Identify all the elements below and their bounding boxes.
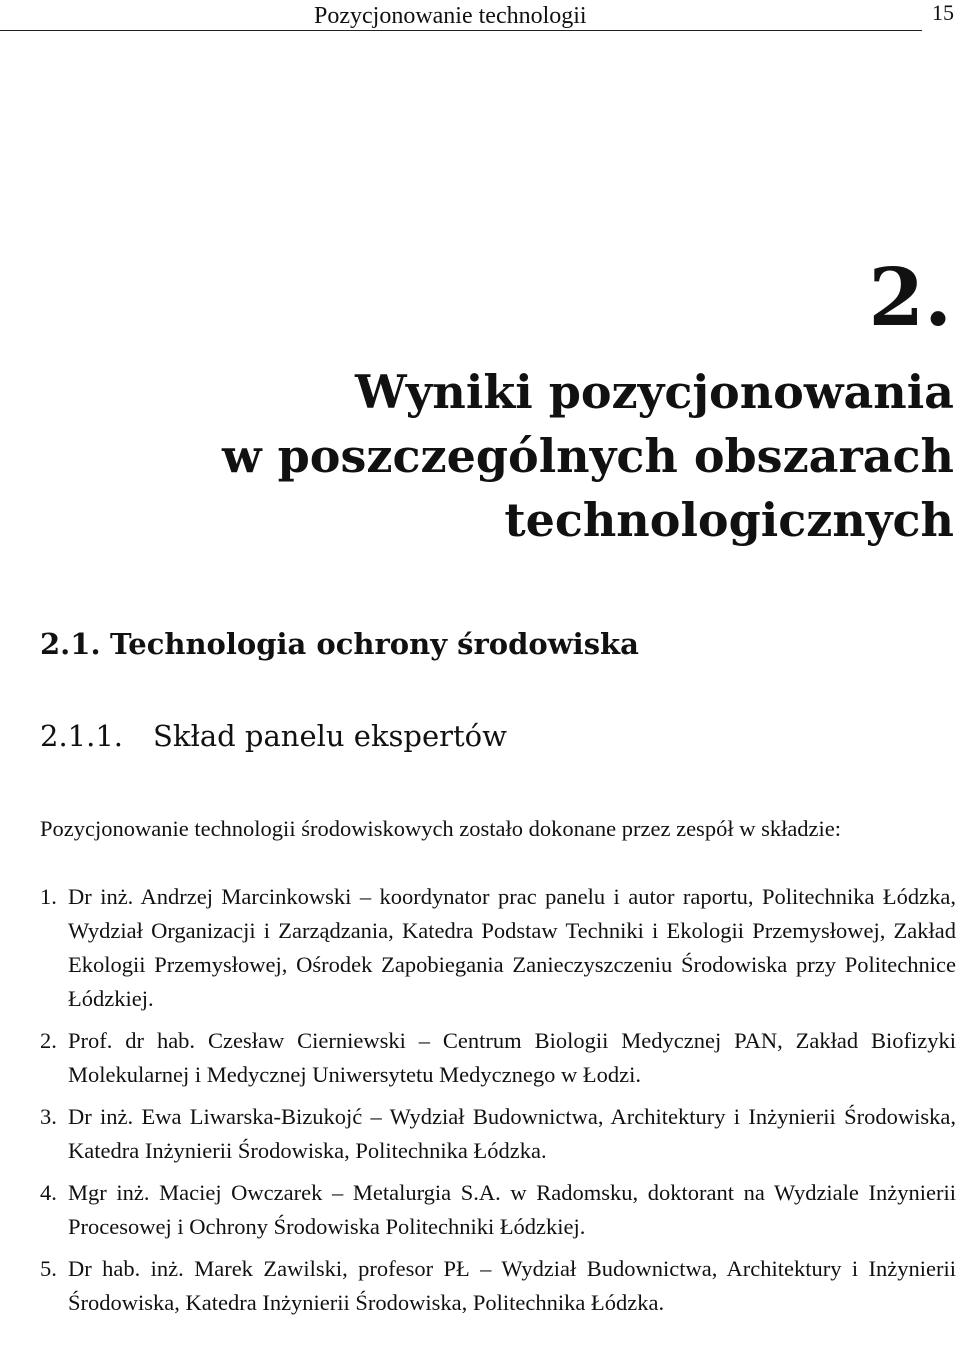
list-item-text: Prof. dr hab. Czesław Cierniewski – Centrum Biologii Medycznej PAN, Zakład Biofizyki Molekularnej i Medycznej Uniwersytetu Medycznego w Łodzi. — [68, 1028, 956, 1087]
list-item-text: Dr inż. Andrzej Marcinkowski – koordynator prac panelu i autor raportu, Politechnika Łódzka, Wydział Organizacji i Zarządzania, Katedra Podstaw Techniki i Ekologii Przemysłowej, Zakład Ekologii Przemysłowej, Ośrodek Zapobiegania Zanieczyszczeniu Środowiska przy Politechnice Łódzkiej. — [68, 884, 956, 1011]
header-rule — [0, 30, 922, 31]
chapter-number: 2. — [868, 250, 952, 344]
chapter-title-line: technologicznych — [504, 493, 954, 547]
section-heading — [40, 624, 639, 664]
list-item — [40, 1024, 956, 1092]
list-item-number: 2. — [40, 1028, 57, 1053]
section-title: Technologia ochrony środowiska — [110, 627, 639, 661]
list-item-number: 3. — [40, 1104, 57, 1129]
intro-paragraph: Pozycjonowanie technologii środowiskowych zostało dokonane przez zespół w składzie: — [40, 816, 842, 841]
chapter-title-line: Wyniki pozycjonowania — [355, 365, 954, 419]
running-title: Pozycjonowanie technologii — [314, 3, 587, 29]
running-header — [0, 0, 960, 34]
section-number: 2.1. — [40, 627, 101, 661]
list-item-text: Mgr inż. Maciej Owczarek – Metalurgia S.A. w Radomsku, doktorant na Wydziale Inżynierii Procesowej i Ochrony Środowiska Politechniki Łódzkiej. — [68, 1180, 956, 1239]
chapter-title-line: w poszczególnych obszarach — [221, 429, 954, 483]
list-item-number: 1. — [40, 884, 57, 909]
expert-list — [40, 880, 956, 1328]
chapter-title — [222, 360, 954, 552]
page-number: 15 — [932, 0, 954, 25]
list-item-number: 5. — [40, 1256, 57, 1281]
list-item-number: 4. — [40, 1180, 57, 1205]
subsection-heading — [40, 716, 507, 756]
list-item — [40, 880, 956, 1016]
list-item-text: Dr hab. inż. Marek Zawilski, profesor PŁ – Wydział Budownictwa, Architektury i Inżynierii Środowiska, Katedra Inżynierii Środowiska, Politechnika Łódzka. — [68, 1256, 956, 1315]
list-item — [40, 1100, 956, 1168]
subsection-title: Skład panelu ekspertów — [153, 719, 507, 753]
list-item-text: Dr inż. Ewa Liwarska-Bizukojć – Wydział Budownictwa, Architektury i Inżynierii Środowiska, Katedra Inżynierii Środowiska, Politechnika Łódzka. — [68, 1104, 956, 1163]
list-item — [40, 1176, 956, 1244]
list-item — [40, 1252, 956, 1320]
subsection-number: 2.1.1. — [40, 719, 124, 753]
